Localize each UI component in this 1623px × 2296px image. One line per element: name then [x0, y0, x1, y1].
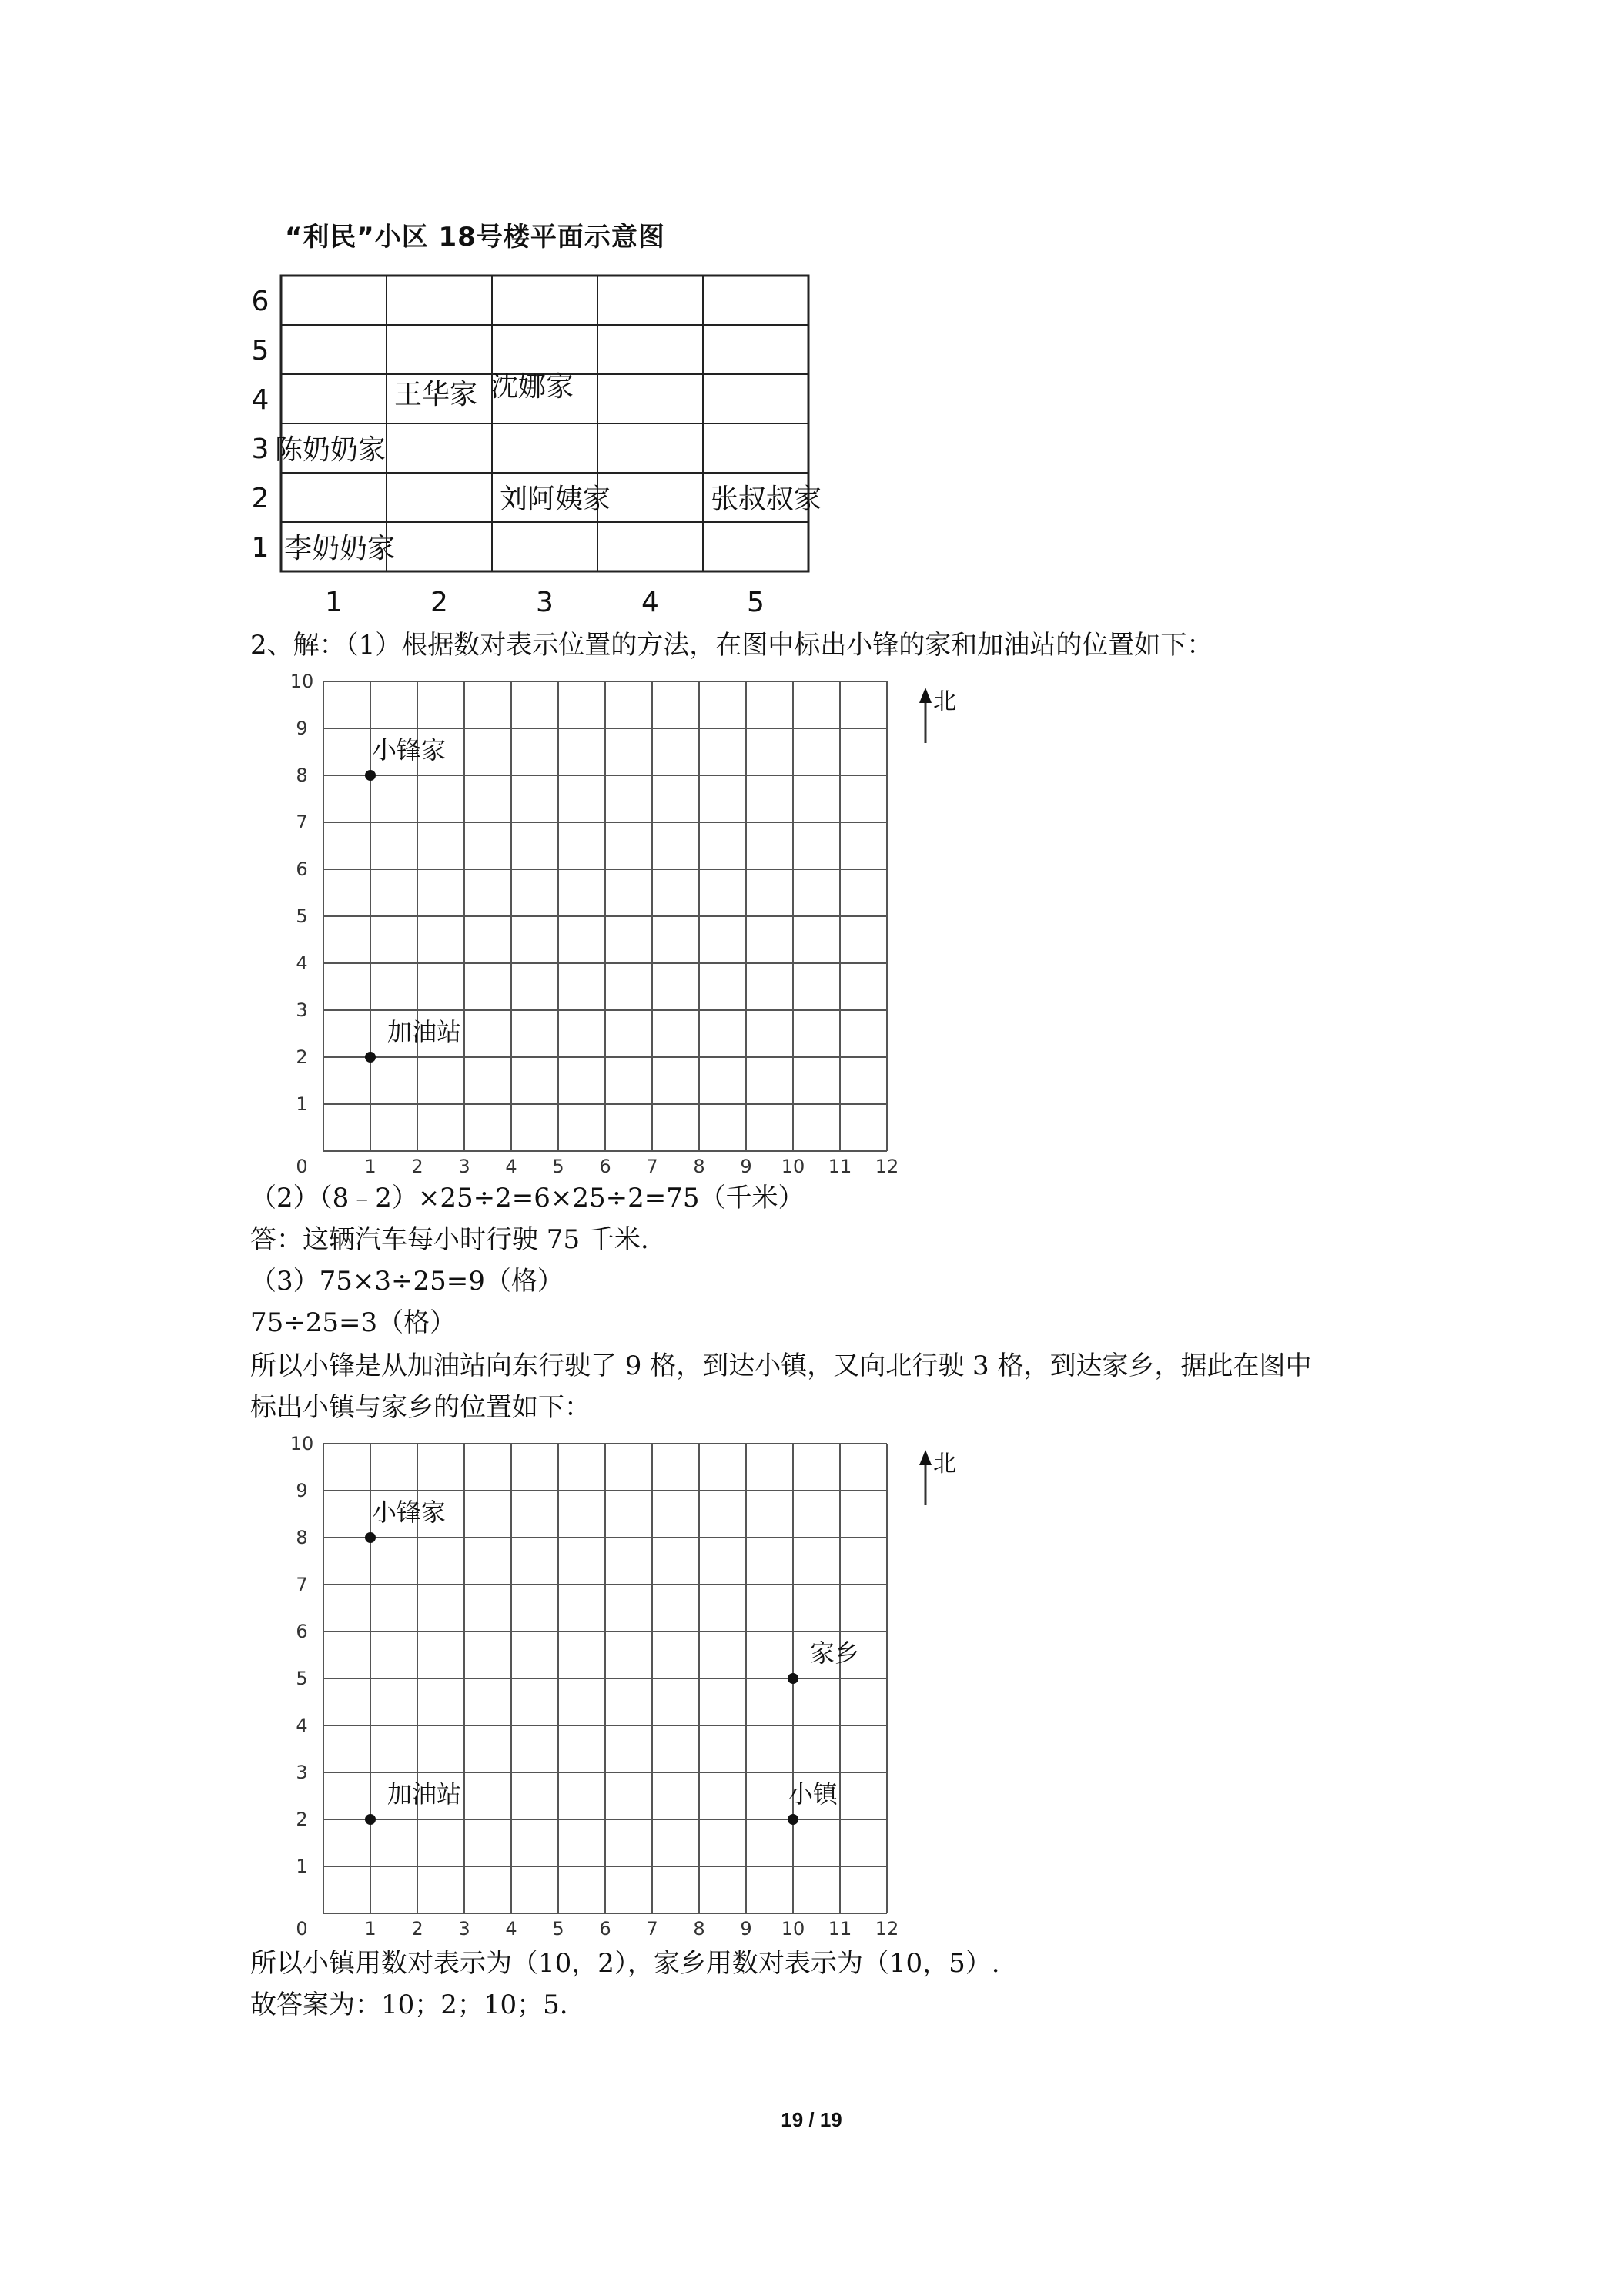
x-tick-label: 5 — [552, 1156, 564, 1174]
x-tick-label: 7 — [646, 1918, 658, 1936]
x-tick-label: 12 — [875, 1156, 899, 1174]
solution-explain-1: 所以小锋是从加油站向东行驶了 9 格，到达小镇，又向北行驶 3 格，到达家乡，据此在图中 — [250, 1350, 1312, 1381]
floor-plan-grid — [281, 276, 808, 571]
point-label: 加油站 — [387, 1017, 462, 1046]
floor-x-tick: 3 — [536, 587, 554, 616]
floor-y-tick: 6 — [251, 286, 269, 317]
y-tick-label: 3 — [296, 1762, 308, 1783]
y-tick-label: 1 — [296, 1093, 308, 1115]
floor-plan-labels — [275, 371, 822, 564]
x-tick-label: 6 — [599, 1918, 611, 1936]
grid-chart-1 — [239, 666, 970, 1174]
x-tick-label: 11 — [828, 1156, 852, 1174]
x-tick-label: 0 — [296, 1156, 308, 1174]
north-arrow-icon — [919, 688, 932, 743]
x-tick-label: 8 — [693, 1918, 705, 1936]
floor-plan-label: 李奶奶家 — [284, 533, 396, 564]
north-label: 北 — [933, 1451, 956, 1478]
x-tick-label: 10 — [781, 1918, 805, 1936]
x-tick-label: 11 — [828, 1918, 852, 1936]
y-tick-label: 6 — [296, 858, 308, 880]
x-tick-label: 10 — [781, 1156, 805, 1174]
x-tick-label: 2 — [411, 1156, 423, 1174]
x-tick-label: 4 — [505, 1918, 517, 1936]
floor-plan-label: 王华家 — [394, 379, 478, 410]
x-tick-label: 3 — [458, 1156, 470, 1174]
floor-plan-label: 陈奶奶家 — [275, 434, 387, 466]
y-tick-label: 10 — [289, 1433, 314, 1454]
x-tick-label: 2 — [411, 1918, 423, 1936]
x-tick-label: 4 — [505, 1156, 517, 1174]
x-tick-label: 1 — [364, 1918, 376, 1936]
solution-step2: （2）（8﹣2）×25÷2=6×25÷2=75（千米） — [250, 1183, 805, 1213]
x-tick-label: 1 — [364, 1156, 376, 1174]
point-marker — [365, 1532, 376, 1543]
y-tick-label: 6 — [296, 1621, 308, 1642]
solution-step3: （3）75×3÷25=9（格） — [250, 1266, 564, 1297]
y-tick-label: 3 — [296, 999, 308, 1021]
y-tick-label: 10 — [289, 671, 314, 692]
floor-plan-label: 沈娜家 — [490, 371, 574, 403]
point-label: 小镇 — [788, 1779, 838, 1809]
floor-x-tick: 1 — [325, 587, 343, 616]
y-tick-label: 7 — [296, 812, 308, 833]
solution-intro: 2、解：（1）根据数对表示位置的方法，在图中标出小锋的家和加油站的位置如下： — [250, 630, 1213, 661]
y-tick-label: 5 — [296, 905, 308, 927]
x-tick-label: 8 — [693, 1156, 705, 1174]
x-tick-label: 5 — [552, 1918, 564, 1936]
x-tick-label: 9 — [740, 1918, 752, 1936]
point-label: 加油站 — [387, 1779, 462, 1809]
floor-x-tick: 4 — [641, 587, 659, 616]
point-label: 小锋家 — [372, 1498, 447, 1527]
point-marker — [788, 1814, 798, 1825]
floor-y-tick: 2 — [251, 483, 269, 514]
point-label: 家乡 — [810, 1638, 860, 1668]
answer-line: 答：这辆汽车每小时行驶 75 千米. — [250, 1224, 649, 1255]
x-tick-label: 7 — [646, 1156, 658, 1174]
plotted-points — [365, 1498, 859, 1825]
y-tick-label: 2 — [296, 1046, 308, 1068]
y-tick-label: 4 — [296, 952, 308, 974]
x-tick-label: 9 — [740, 1156, 752, 1174]
floor-x-tick: 5 — [747, 587, 765, 616]
y-tick-label: 1 — [296, 1856, 308, 1877]
point-marker — [788, 1673, 798, 1684]
x-tick-label: 3 — [458, 1918, 470, 1936]
y-tick-label: 9 — [296, 1480, 308, 1501]
y-tick-label: 4 — [296, 1715, 308, 1736]
y-tick-label: 8 — [296, 1527, 308, 1548]
final-answer: 故答案为：10；2；10；5. — [250, 1990, 568, 2020]
x-tick-label: 0 — [296, 1918, 308, 1936]
plotted-points — [365, 735, 461, 1063]
floor-plan-figure — [239, 254, 824, 616]
solution-explain-2: 标出小镇与家乡的位置如下： — [250, 1392, 591, 1423]
y-tick-label: 2 — [296, 1809, 308, 1830]
point-marker — [365, 770, 376, 781]
floor-plan-title: “利民”小区 18号楼平面示意图 — [285, 222, 665, 253]
y-tick-label: 9 — [296, 718, 308, 739]
north-label: 北 — [933, 688, 956, 715]
point-marker — [365, 1814, 376, 1825]
floor-y-tick: 1 — [251, 532, 269, 564]
conclusion-line: 所以小镇用数对表示为（10，2），家乡用数对表示为（10，5）. — [250, 1948, 1000, 1979]
x-tick-label: 12 — [875, 1918, 899, 1936]
point-marker — [365, 1052, 376, 1063]
grid-chart-2 — [239, 1428, 970, 1936]
floor-y-tick: 3 — [251, 433, 269, 465]
x-tick-label: 6 — [599, 1156, 611, 1174]
floor-y-tick: 5 — [251, 335, 269, 366]
solution-step3b: 75÷25=3（格） — [250, 1307, 457, 1338]
floor-y-tick: 4 — [251, 384, 269, 416]
y-tick-label: 5 — [296, 1668, 308, 1689]
floor-x-tick: 2 — [430, 587, 448, 616]
north-arrow-icon — [919, 1450, 932, 1505]
y-tick-label: 7 — [296, 1574, 308, 1595]
y-tick-label: 8 — [296, 765, 308, 786]
floor-plan-label: 刘阿姨家 — [500, 484, 611, 515]
point-label: 小锋家 — [372, 735, 447, 765]
floor-plan-label: 张叔叔家 — [711, 484, 822, 515]
page-number: 19 / 19 — [781, 2108, 842, 2131]
